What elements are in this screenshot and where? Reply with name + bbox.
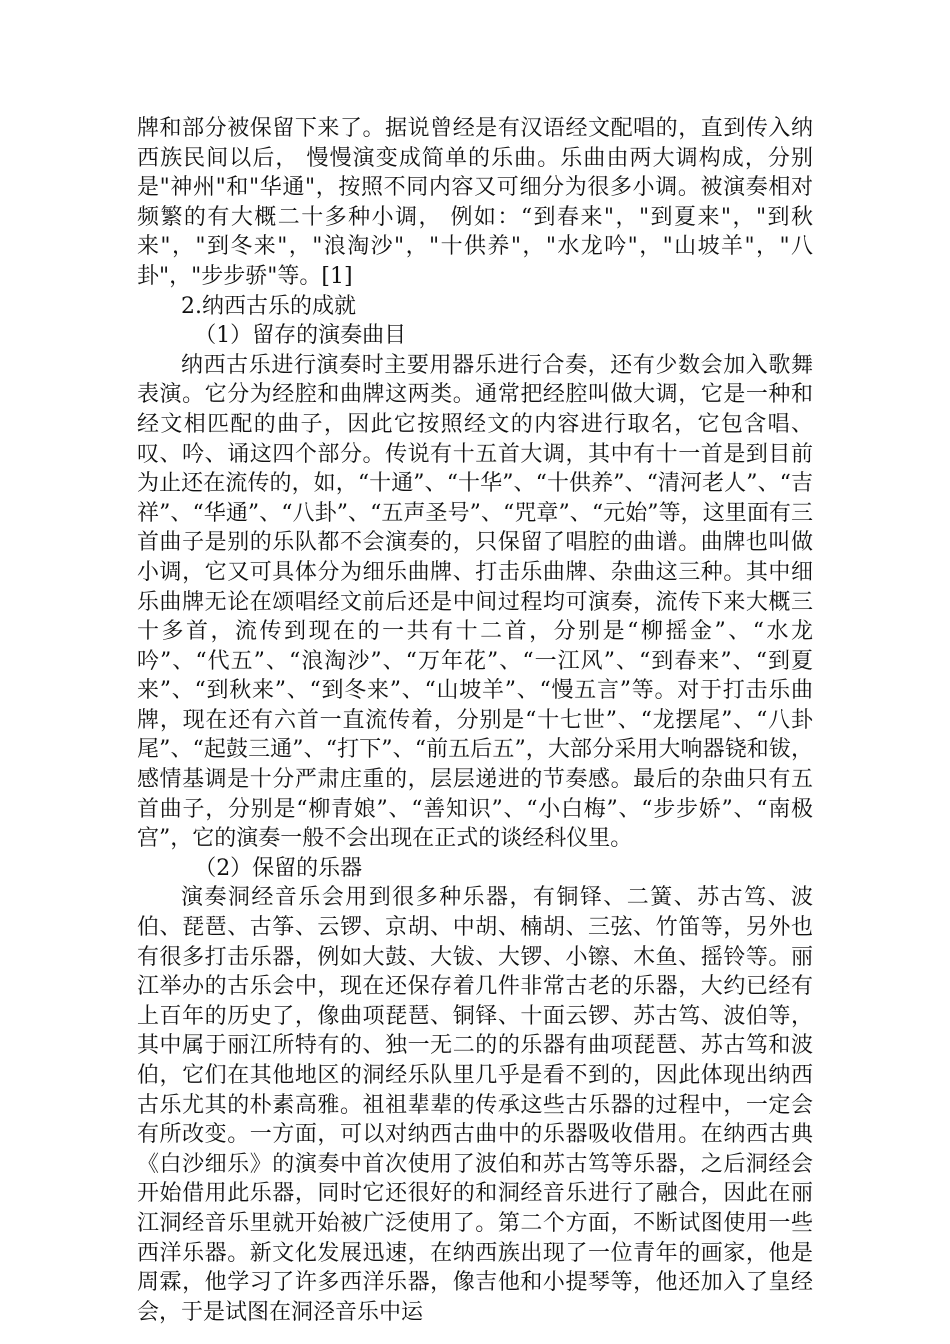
subsection-heading-repertoire: （1）留存的演奏曲目: [194, 323, 407, 349]
subsection-heading-instruments: （2）保留的乐器: [194, 855, 363, 881]
paragraph-instruments: 演奏洞经音乐会用到很多种乐器，有铜铎、二簧、苏古笃、波伯、琵琶、古筝、云锣、京胡、中胡、楠胡、三弦、竹笛等，另外也有很多打击乐器，例如大鼓、大钹、大锣、小镲、木鱼、摇铃等。丽江举办的古乐会中，现在还保存着几件非常古老的乐器，大约已经有上百年的历史了，像曲项琵琶、铜铎、十面云锣、苏古笃、波伯等，其中属于丽江所特有的、独一无二的的乐器有曲项琵琶、苏古笃和波伯，它们在其他地区的洞经乐队里几乎是看不到的，因此体现出纳西古乐尤其的朴素高雅。祖祖辈辈的传承这些古乐器的过程中，一定会有所改变。一方面，可以对纳西古曲中的乐器吸收借用。在纳西古典《白沙细乐》的演奏中首次使用了波伯和苏古笃等乐器，之后洞经会开始借用此乐器，同时它还很好的和洞经音乐进行了融合，因此在丽江洞经音乐里就开始被广泛使用了。第二个方面，不断试图使用一些西洋乐器。新文化发展迅速，在纳西族出现了一位青年的画家，他是周霖，他学习了许多西洋乐器，像吉他和小提琴等，他还加入了皇经会，于是试图在洞泾音乐中运: [137, 885, 813, 1325]
section-heading: 2.纳西古乐的成就: [181, 293, 356, 319]
paragraph-repertoire: 纳西古乐进行演奏时主要用器乐进行合奏，还有少数会加入歌舞表演。它分为经腔和曲牌这两类。通常把经腔叫做大调，它是一种和经文相匹配的曲子，因此它按照经文的内容进行取名，它包含唱、叹、吟、诵这四个部分。传说有十五首大调，其中有十一首是到目前为止还在流传的，如，“十通”、“十华”、“十供养”、“清河老人”、“吉祥”、“华通”、“八卦”、“五声圣号”、“咒章”、“元始”等，这里面有三首曲子是别的乐队都不会演奏的，只保留了唱腔的曲谱。曲牌也叫做小调，它又可具体分为细乐曲牌、打击乐曲牌、杂曲这三种。其中细乐曲牌无论在颂唱经文前后还是中间过程均可演奏，流传下来大概三十多首，流传到现在的一共有十二首，分别是“柳摇金”、“水龙吟”、“代五”、“浪淘沙”、“万年花”、“一江风”、“到春来”、“到夏来”、“到秋来”、“到冬来”、“山坡羊”、“慢五言”等。对于打击乐曲牌，现在还有六首一直流传着，分别是“十七世”、“龙摆尾”、“八卦尾”、“起鼓三通”、“打下”、“前五后五”，大部分采用大响器铙和钹，感情基调是十分严肃庄重的，层层递进的节奏感。最后的杂曲只有五首曲子，分别是“柳青娘”、“善知识”、“小白梅”、“步步娇”、“南极宫”，它的演奏一般不会出现在正式的谈经科仪里。: [137, 352, 813, 852]
document-page: [137, 114, 813, 1327]
paragraph-intro: 牌和部分被保留下来了。据说曾经是有汉语经文配唱的，直到传入纳西族民间以后， 慢慢演变成简单的乐曲。乐曲由两大调构成，分别是"神州"和"华通"，按照不同内容又可细分为很多小调。被演奏相对频繁的有大概二十多种小调， 例如：“到春来"，"到夏来"，"到秋来"，"到冬来"，"浪淘沙"，"十供养"，"水龙吟"，"山坡羊"，"八卦"，"步步骄"等。[1]: [137, 116, 814, 289]
